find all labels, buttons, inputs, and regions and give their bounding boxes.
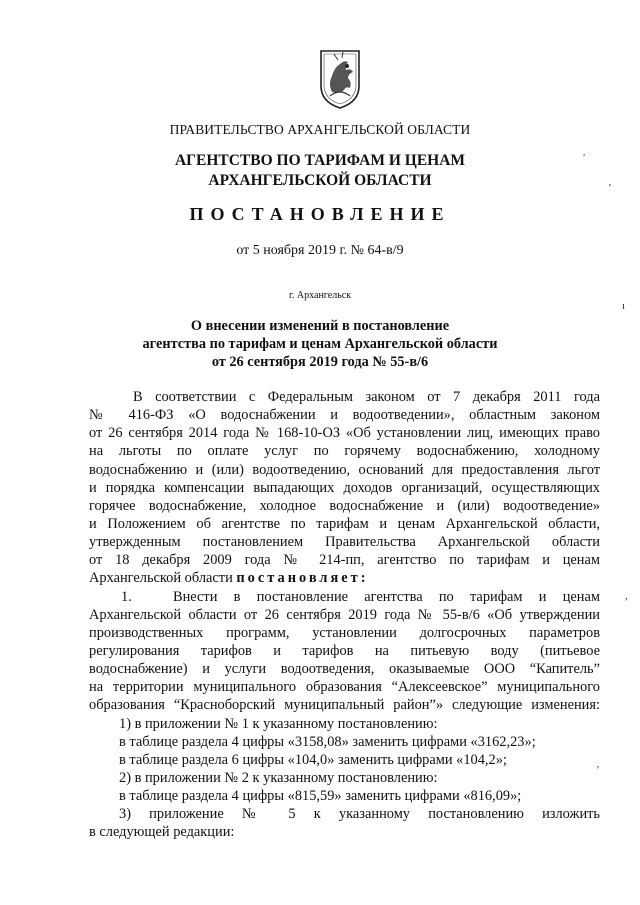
scan-mark: ı bbox=[622, 300, 626, 312]
body-line: и порядка компенсации выпадающих доходов организаций, осуществляющих bbox=[89, 479, 600, 496]
body-line: В соответствии с Федеральным законом от 7 декабря 2011 года bbox=[133, 389, 600, 405]
item-1-line bbox=[89, 588, 600, 606]
body-line-resolves bbox=[89, 569, 600, 587]
sub-item-2-a: в таблице раздела 4 цифры «815,59» заменить цифрами «816,09»; bbox=[119, 788, 522, 805]
body-line: Архангельской области bbox=[89, 570, 233, 587]
document-type-title: ПОСТАНОВЛЕНИЕ bbox=[189, 204, 451, 224]
sub-item-1: 1) в приложении № 1 к указанному постановлению: bbox=[119, 715, 438, 732]
body-line: на территории муниципального образования “Алексеевское” муниципального bbox=[89, 679, 600, 696]
body-line: и Положением об агентстве по тарифам и ценам Архангельской области, bbox=[89, 515, 600, 532]
agency-name-line-1: АГЕНТСТВО ПО ТАРИФАМ И ЦЕНАМ bbox=[174, 152, 466, 169]
government-name: ПРАВИТЕЛЬСТВО АРХАНГЕЛЬСКОЙ ОБЛАСТИ bbox=[169, 122, 471, 137]
scan-mark: , bbox=[625, 590, 628, 602]
body-line: водоснабжению и (или) водоотведению, оснований для предоставления льгот bbox=[89, 461, 600, 478]
coat-of-arms-emblem bbox=[318, 48, 362, 110]
subject-line-1: О внесении изменений в постановление bbox=[190, 318, 450, 334]
body-line: утвержденным постановлением Правительства Архангельской области bbox=[89, 534, 600, 551]
item-1-text: Внести в постановление агентства по тарифам и ценам bbox=[173, 588, 600, 605]
subject-line-2: агентства по тарифам и ценам Архангельской области bbox=[142, 336, 498, 352]
body-line: от 18 декабря 2009 года № 214-пп, агентство по тарифам и ценам bbox=[89, 552, 600, 569]
body-line: горячее водоснабжение, холодное водоснабжение и (или) водоотведение» bbox=[89, 497, 600, 514]
body-line: водоснабжение) и услуги водоотведения, оказываемые ООО “Капитель” bbox=[89, 661, 600, 678]
body-line: от 26 сентября 2014 года № 168-10-ОЗ «Об установлении лиц, имеющих право bbox=[89, 425, 600, 442]
body-line: регулирования тарифов и тарифов на питьевую воду (питьевое bbox=[89, 642, 600, 659]
sub-item-3: 3) приложение № 5 к указанному постановлению изложить bbox=[119, 806, 600, 823]
scan-mark: ʼ bbox=[596, 764, 600, 776]
sub-item-1-b: в таблице раздела 6 цифры «104,0» заменить цифрами «104,2»; bbox=[119, 751, 507, 768]
body-line: образования “Красноборский муниципальный район”» следующие изменения: bbox=[89, 697, 600, 714]
document-city: г. Архангельск bbox=[288, 290, 352, 301]
body-line: № 416-ФЗ «О водоснабжении и водоотведении», областным законом bbox=[89, 407, 600, 424]
document-body bbox=[89, 388, 600, 842]
scan-mark: ʼ bbox=[608, 182, 612, 194]
scan-mark: ′ bbox=[583, 152, 586, 164]
agency-name-line-2: АРХАНГЕЛЬСКОЙ ОБЛАСТИ bbox=[208, 172, 432, 189]
body-line: производственных программ, установлении долгосрочных параметров bbox=[89, 624, 600, 641]
resolves-keyword: постановляет: bbox=[236, 570, 369, 587]
body-line: на льготы по оплате услуг по горячему водоснабжению, холодному bbox=[89, 443, 600, 460]
body-line: Архангельской области от 26 сентября 2019 года № 55-в/6 «Об утверждении bbox=[89, 606, 600, 623]
item-1-number: 1. bbox=[121, 588, 132, 605]
sub-item-2: 2) в приложении № 2 к указанному постановлению: bbox=[119, 769, 438, 786]
subject-line-3: от 26 сентября 2019 года № 55-в/6 bbox=[211, 354, 429, 370]
sub-item-1-a: в таблице раздела 4 цифры «3158,08» заменить цифрами «3162,23»; bbox=[119, 733, 536, 750]
body-line: в следующей редакции: bbox=[89, 824, 235, 841]
document-date-number: от 5 ноября 2019 г. № 64-в/9 bbox=[236, 243, 404, 258]
